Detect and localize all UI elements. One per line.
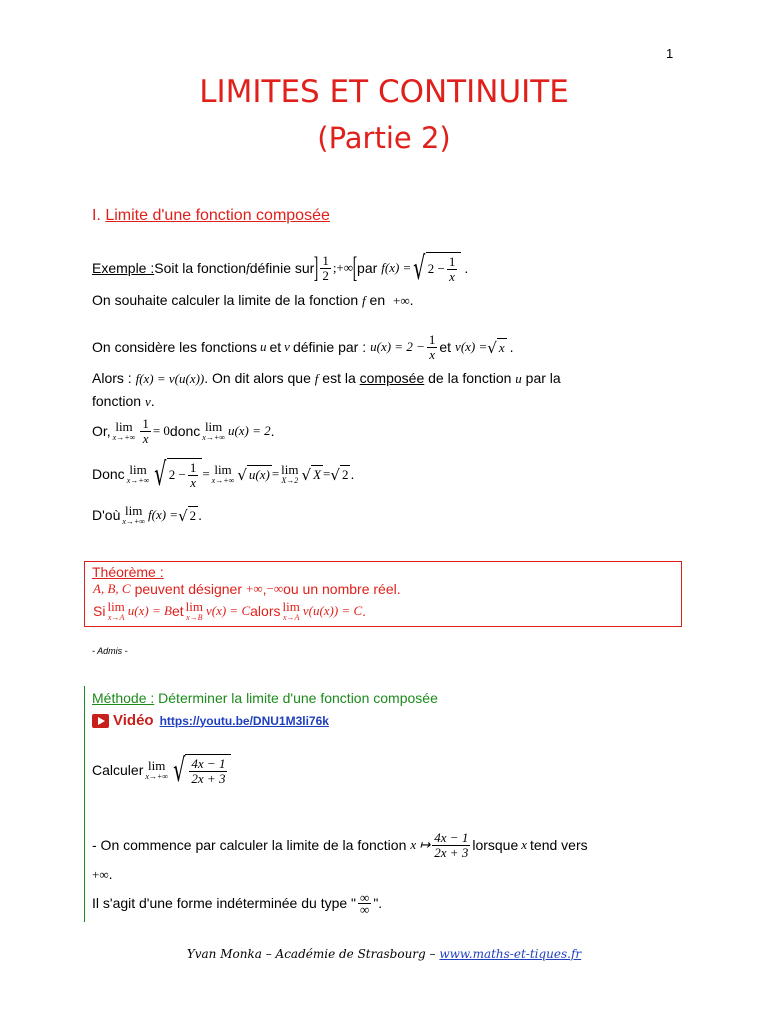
alors-line2-a: fonction [92, 393, 145, 409]
example-fname: f [246, 260, 250, 275]
calculer-frac [189, 757, 227, 786]
example-frac-num: 1 [448, 253, 456, 269]
donc-frac-den: x [190, 474, 196, 490]
example-line [92, 248, 468, 288]
theorem-end: . [362, 603, 367, 619]
theorem-lim3 [283, 600, 300, 622]
sqrt-content [426, 252, 462, 284]
step2-text: Il s'agit d'une forme indéterminée du type " [92, 895, 357, 911]
section-heading [92, 207, 330, 225]
step1-inf: +∞ [92, 867, 109, 882]
donc-sqrt-content [167, 458, 203, 490]
wish-en: en [365, 292, 390, 308]
donc-lim2 [212, 463, 235, 485]
donc-sqrt2 [237, 465, 272, 483]
alors-mid2: est la [318, 370, 360, 386]
page-title: LIMITES ET CONTINUITE [199, 74, 569, 110]
lim-word: lim [129, 462, 147, 477]
step1-tend: tend vers [530, 837, 588, 853]
lim-word: lim [185, 599, 203, 614]
footer [0, 947, 768, 961]
sqrt-icon: √ [178, 507, 188, 525]
theorem-lim2 [186, 600, 203, 622]
example-end: . [464, 260, 469, 276]
lim-word: lim [125, 503, 143, 518]
step1-x: x [521, 837, 528, 852]
lim-sub: x→A [282, 613, 300, 622]
example-two-minus: 2 − [427, 261, 445, 276]
donc-lim [127, 463, 150, 485]
interval-rest: ;+∞ [332, 260, 354, 275]
dou-line [92, 500, 202, 530]
sqrt-icon: √ [154, 455, 167, 493]
step2-frac-den: ∞ [360, 901, 370, 917]
donc-text: Donc [92, 466, 125, 482]
alors-mid3: de la fonction [424, 370, 516, 386]
lim-sub: x→+∞ [126, 476, 150, 485]
theorem-line1 [93, 581, 401, 597]
consider-u-def: u(x) = 2 − [370, 339, 425, 354]
wish-end: . [409, 292, 414, 308]
consider-u: u [259, 339, 267, 354]
donc-X: X [313, 467, 322, 482]
theorem-plus-inf: +∞ [245, 581, 263, 596]
calculer-text: Calculer [92, 762, 144, 778]
theorem-alors: alors [250, 603, 281, 619]
lim-sub: x→+∞ [122, 517, 146, 526]
lim-sub: x→+∞ [202, 433, 225, 442]
alors-line2-v: v [144, 394, 151, 409]
lim-word: lim [282, 599, 300, 614]
dou-sqrt [178, 506, 198, 524]
consider-sqrt-x: x [498, 340, 505, 355]
consider-v: v [284, 339, 290, 354]
calculer-line [92, 750, 231, 790]
or-ux: u(x) = 2 [227, 423, 271, 438]
video-link[interactable]: https://youtu.be/DNU1M3li76k [159, 713, 329, 728]
calculer-sqrt-content [185, 754, 231, 786]
example-frac-den: x [449, 268, 455, 284]
consider-defined: définie par : [292, 339, 367, 355]
lim-sub: x→A [107, 613, 125, 622]
interval-den: 2 [322, 267, 329, 283]
alors-line2-end: . [150, 393, 155, 409]
theorem-et: et [171, 603, 184, 619]
or-lim2 [202, 420, 225, 442]
method-label: Méthode : [92, 690, 155, 706]
or-donc: donc [169, 423, 201, 439]
step1-line [92, 826, 588, 864]
donc-lim3 [281, 463, 298, 485]
dou-two: 2 [189, 508, 197, 523]
example-fofx: f(x) = [381, 260, 412, 275]
lim-word: lim [214, 462, 232, 477]
consider-end: . [509, 339, 514, 355]
step2-frac [358, 889, 371, 917]
lim-word: lim [107, 599, 125, 614]
method-title: Déterminer la limite d'une fonction composée [154, 690, 438, 706]
consider-et: et [269, 339, 282, 355]
section-number: I. [92, 207, 106, 224]
example-sqrt [411, 249, 461, 287]
dou-lim [122, 504, 145, 526]
alors-line [92, 370, 561, 387]
donc-sqrt4 [330, 465, 350, 483]
consider-et2: et [439, 339, 452, 355]
calculer-frac-den: 2x + 3 [191, 770, 226, 786]
wish-inf: +∞ [393, 293, 410, 308]
example-frac [447, 255, 458, 284]
dou-end: . [198, 507, 203, 523]
donc-eq3: = [323, 466, 331, 481]
donc-end: . [350, 466, 355, 482]
donc-sqrt [152, 455, 202, 493]
alors-u: u [515, 371, 522, 386]
example-intro: Soit la fonction [154, 260, 247, 276]
or-line [92, 414, 275, 448]
theorem-line1-end: ou un nombre réel. [283, 581, 401, 597]
method-heading [92, 690, 438, 706]
consider-sqrt [487, 338, 506, 356]
lim-word: lim [148, 758, 166, 773]
alors-f: f [314, 371, 319, 386]
theorem-comma: , [262, 581, 267, 597]
alors-line-2 [92, 393, 155, 410]
alors-mid: . On dit alors que [204, 370, 315, 386]
step1-frac-den: 2x + 3 [434, 844, 469, 860]
or-text: Or, [92, 423, 111, 439]
video-line [92, 712, 329, 729]
step1-map: x ↦ [410, 837, 431, 852]
consider-frac [427, 333, 438, 362]
dou-text: D'où [92, 507, 121, 523]
sqrt-icon: √ [413, 249, 426, 287]
lim-word: lim [115, 419, 133, 434]
lim-sub: x→+∞ [112, 433, 136, 442]
or-end: . [270, 423, 275, 439]
step1-frac-num: 4x − 1 [434, 829, 469, 845]
section-title: Limite d'une fonction composée [105, 207, 330, 224]
alors-composee: composée [359, 370, 425, 386]
donc-line [92, 454, 354, 494]
donc-two: 2 [341, 467, 349, 482]
theorem-e3: v(u(x)) = C [302, 603, 363, 618]
lim-sub: X→2 [281, 476, 299, 485]
video-label: Vidéo [113, 712, 154, 729]
lim-sub: x→B [186, 613, 203, 622]
step1-frac [432, 831, 470, 860]
theorem-line1-text: peuvent désigner [134, 581, 242, 597]
step2-frac-num: ∞ [360, 889, 370, 905]
admis-note: - Admis - [92, 646, 128, 656]
interval-open-bracket: ] [314, 251, 319, 284]
step1-text: - On commence par calculer la limite de la fonction [92, 837, 407, 853]
or-frac [140, 417, 151, 446]
donc-frac-num: 1 [189, 459, 197, 475]
step2-line [92, 887, 382, 919]
or-eq0: = 0 [152, 423, 170, 438]
consider-text: On considère les fonctions [92, 339, 257, 355]
play-icon[interactable] [92, 714, 109, 728]
theorem-minus-inf: −∞ [266, 581, 284, 596]
dou-fx: f(x) = [148, 507, 179, 522]
calculer-frac-num: 4x − 1 [191, 755, 226, 771]
consider-frac-den: x [429, 346, 435, 362]
consider-frac-num: 1 [428, 331, 436, 347]
theorem-si: Si [93, 603, 106, 619]
lim-word: lim [204, 419, 223, 434]
example-defined-on: définie sur [249, 260, 315, 276]
example-label: Exemple : [92, 260, 155, 276]
sqrt-icon: √ [237, 466, 247, 484]
lim-word: lim [281, 462, 299, 477]
sqrt-icon: √ [330, 466, 340, 484]
or-frac-num: 1 [142, 415, 149, 431]
theorem-vars: A, B, C [93, 581, 131, 596]
theorem-title-text: Théorème : [92, 564, 164, 580]
donc-ux: u(x) [248, 467, 270, 482]
interval-fraction [320, 254, 331, 283]
consider-v-def: v(x) = [455, 339, 488, 354]
donc-frac [188, 461, 199, 490]
example-par: par [357, 260, 378, 276]
theorem-title [92, 564, 164, 580]
wish-text: On souhaite calculer la limite de la fonction [92, 292, 363, 308]
step1-lorsque: lorsque [472, 837, 519, 853]
calculer-lim [145, 759, 168, 781]
sqrt-icon: √ [487, 339, 497, 357]
theorem-e1: u(x) = B [127, 603, 172, 618]
interval-close-bracket: [ [352, 251, 358, 284]
page-number: 1 [666, 46, 674, 61]
method-bar [84, 686, 85, 922]
alors-expr: f(x) = v(u(x)) [135, 371, 205, 386]
lim-sub: x→+∞ [145, 772, 169, 781]
theorem-box [84, 561, 682, 627]
footer-site-link[interactable]: www.maths-et-tiques.fr [439, 947, 582, 961]
interval-num: 1 [322, 252, 329, 268]
theorem-e2: v(x) = C [205, 603, 251, 618]
wish-line [92, 292, 414, 309]
sqrt-icon: √ [301, 466, 312, 484]
wish-f: f [362, 293, 366, 308]
consider-line [92, 328, 514, 366]
sqrt-icon: √ [173, 751, 186, 789]
donc-eq: = [202, 466, 210, 481]
or-lim [113, 420, 136, 442]
step2-end: ". [373, 895, 383, 911]
or-frac-den: x [142, 430, 149, 446]
page-subtitle: (Partie 2) [317, 121, 451, 155]
footer-author: Yvan Monka – Académie de Strasbourg – [186, 947, 440, 961]
alors-text: Alors : [92, 370, 136, 386]
donc-sqrt3 [302, 465, 324, 483]
alors-mid4: par la [521, 370, 561, 386]
step1-line-2 [92, 866, 113, 883]
calculer-sqrt [171, 751, 231, 789]
theorem-lim1 [107, 600, 124, 622]
theorem-line2 [93, 600, 366, 622]
donc-eq2: = [271, 466, 280, 481]
step1-end: . [108, 866, 113, 882]
donc-two-minus: 2 − [168, 467, 186, 482]
lim-sub: x→+∞ [211, 476, 235, 485]
